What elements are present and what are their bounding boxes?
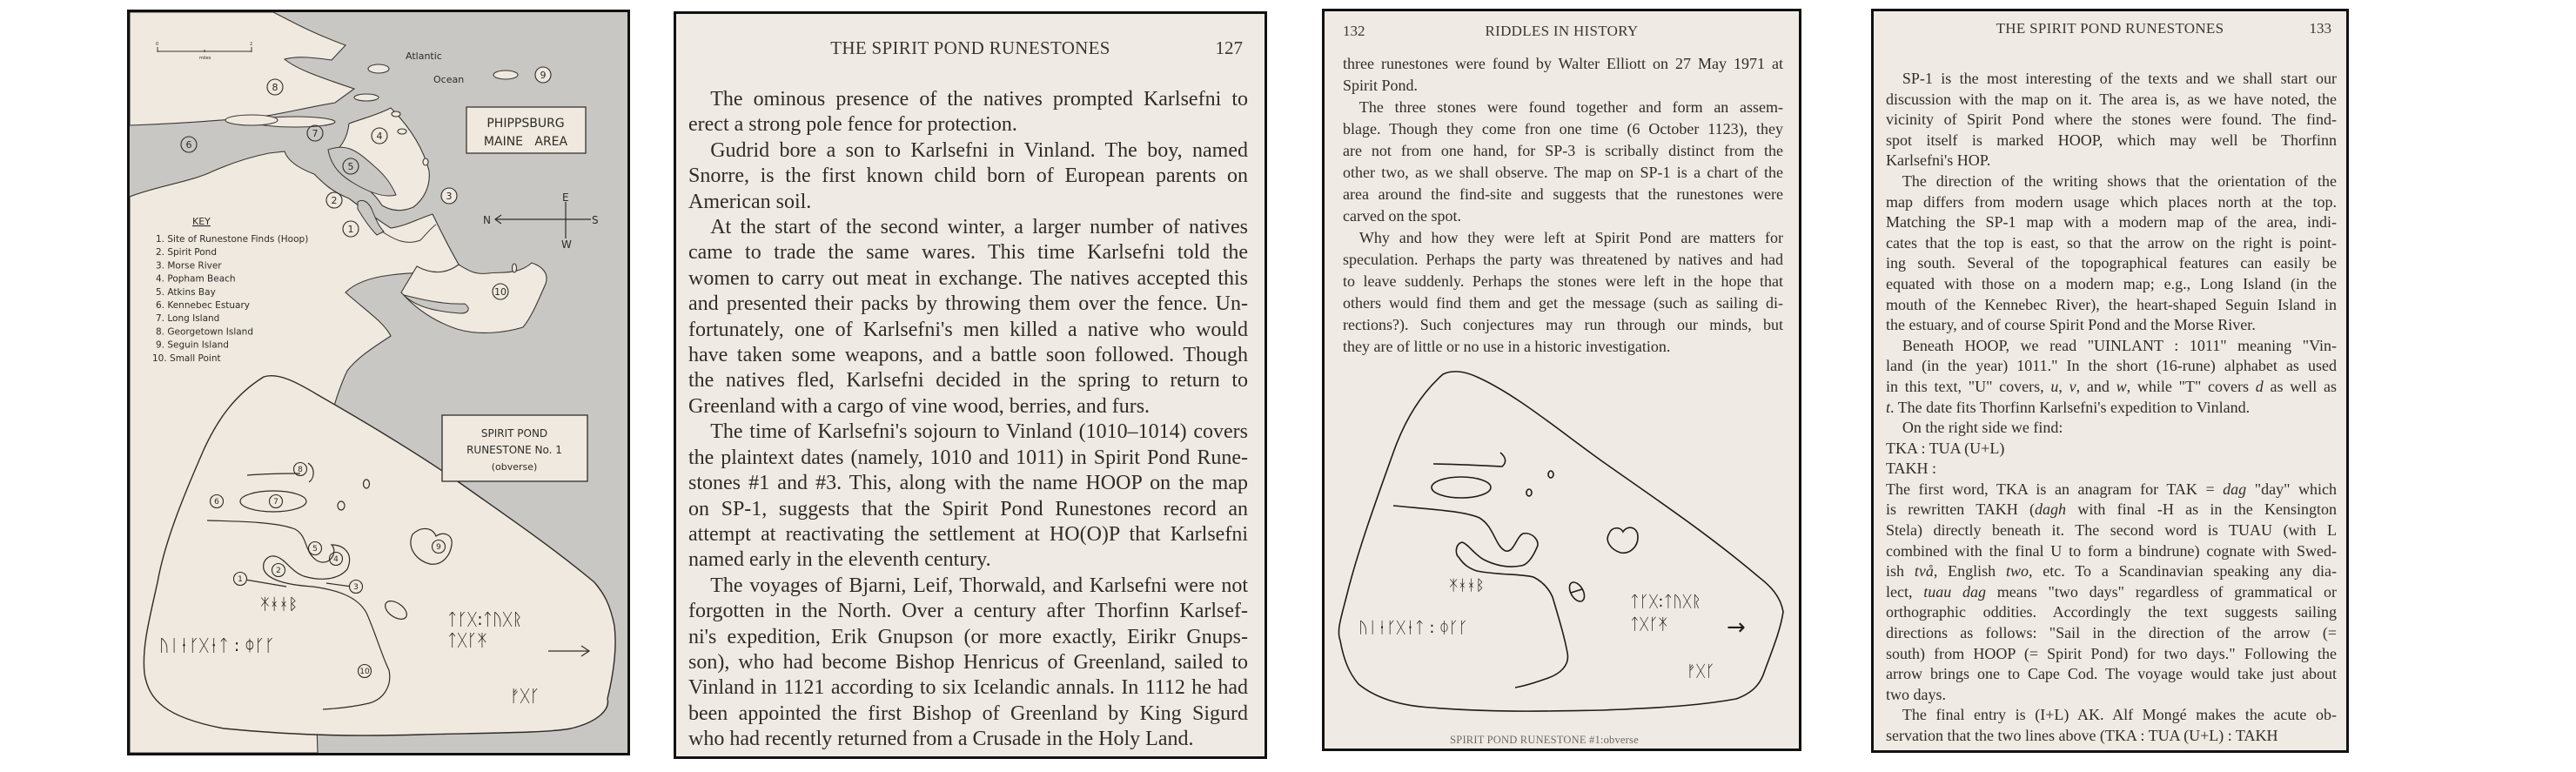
marker-number: 7 [273,498,278,507]
text-line: to leave suddenly. Perhaps the stones were left in the hope that [1343,272,1783,290]
italic-term: d [2255,377,2264,395]
rune-hoop: ᛡᚼᚼᛒ [1449,577,1485,594]
runestone-drawing [1325,11,1799,749]
map-figure-panel [127,10,630,755]
text-line: American soil. [688,190,812,213]
text-line: discussion with the map on it. The area is, as we have noted, the [1886,90,2337,108]
text-line: forgotten in the North. Over a century after Thorfinn Karlsef- [688,600,1248,623]
rune-arrow: → [1727,614,1746,641]
text-line: carved on the spot. [1343,207,1461,225]
text-line: At the start of the second winter, a larger number of natives [710,216,1248,239]
rune-right-line-2: ᛏᚷᚴᛡ [447,631,487,650]
italic-term: v [2069,377,2076,395]
scale-unit: miles [199,56,211,61]
italic-term: dagh [2035,500,2067,519]
text-line: in this text, "U" covers, u, v, and w, while "T" covers d as well as [1886,377,2337,395]
book-page-127 [674,11,1267,759]
text-line: map differs from modern usage which places north at the top. [1886,192,2337,211]
marker-number: 5 [312,545,318,554]
marker-number: 9 [540,69,547,81]
text-line: spot itself is marked HOOP, which may well be Thorfinn [1886,131,2337,149]
text-line: Gudrid bore a son to Karlsefni in Vinland. The boy, named [710,138,1248,162]
island [423,158,428,165]
text-line: rections?). Such conjectures may run through our minds, but [1343,316,1783,333]
page-number: 133 [2309,20,2331,37]
compass-north: N [483,214,491,226]
text-line: are not from one hand, for SP-3 is scribally distinct from the [1343,142,1783,159]
italic-term: w [2116,377,2127,395]
text-line: ni's expedition, Erik Gnupson (or more exactly, Eirikr Gnups- [688,625,1248,648]
rune-bottom: ᚠᚷᚴ [1687,662,1715,681]
area-title-line-2: MAINE AREA [483,135,568,149]
marker-number: 3 [446,190,453,202]
running-head: RIDDLES IN HISTORY [1485,23,1639,39]
scale-end: 2 [250,42,253,47]
book-page-133 [1871,9,2349,753]
italic-term: u [2050,377,2059,395]
stone-outline [1338,372,1783,711]
text-line: two days. [1886,685,1946,703]
seguin-island [493,70,518,79]
georgetown-island-land [130,12,354,125]
island [398,129,406,134]
page-body-text [1886,69,2337,747]
key-item: 9. Seguin Island [156,339,229,351]
marker-number: 2 [276,567,281,576]
marker-number: 10 [359,668,370,677]
text-line: they are of little or no use in a historic investigation. [1343,338,1671,355]
key-item: 2. Spirit Pond [156,247,217,258]
text-line: Snorre, is the first known child born of European parents on [688,164,1248,188]
phippsburg-map [130,12,627,753]
marker-number: 5 [347,160,354,172]
text-line: Beneath HOOP, we read "UINLANT : 1011" meaning "Vin- [1902,336,2337,354]
text-line: combined with the final U to form a bindrune) cognate with Swed- [1886,541,2337,560]
key-title: KEY [192,216,211,227]
text-line: The time of Karlsefni's sojourn to Vinland (1010–1014) covers [710,420,1248,444]
running-head: THE SPIRIT POND RUNESTONES [830,37,1110,58]
text-line: The ominous presence of the natives prompted Karlsefni to [710,88,1248,111]
book-page-132 [1322,9,1801,751]
marker-number: 4 [333,555,339,565]
text-line: who had recently returned from a Crusade in the Holy Land. [688,728,1194,751]
key-item: 10. Small Point [152,352,221,364]
marker-number: 1 [347,223,354,235]
text-line: others would find them and get the message (such as sailing di- [1343,294,1783,312]
compass-south: S [592,214,599,226]
text-line: on SP-1, suggests that the Spirit Pond Runestones record an [688,497,1248,520]
italic-term: två [1914,562,1934,581]
text-line: is rewritten TAKH (dagh with final -H as in the Kensington [1886,500,2337,519]
key-item: 8. Georgetown Island [156,326,253,338]
running-head: THE SPIRIT POND RUNESTONES [1996,20,2224,37]
marker-number: 7 [312,127,319,139]
island [513,264,517,272]
marker-number: 2 [331,194,338,206]
text-line: servation that the two lines above (TKA : TUA (U+L) : TAKH [1886,727,2278,744]
text-line: The voyages of Bjarni, Leif, Thorwald, and Karlsefni were not [710,574,1248,597]
rune-hoop: ᛡᚼᚼᛒ [260,595,299,614]
rune-right-line-2: ᛏᚷᚴᛡ [1630,615,1668,634]
text-line: south) from HOOP (= Spirit Pond) for two days." Following the [1886,644,2337,662]
page-number: 132 [1343,23,1365,39]
text-line: area around the find-site and suggests that the runestones were [1343,185,1783,203]
island [225,115,278,125]
text-line: blage. Though they come fron one time (6 October 1123), they [1343,120,1783,138]
text-line: been appointed the first Bishop of Greenland by King Sigurd [688,702,1248,725]
text-line: t. The date fits Thorfinn Karlsefni's expedition to Vinland. [1886,398,2251,416]
marker-number: 3 [353,583,359,593]
key-item: 1. Site of Runestone Finds (Hoop) [156,234,309,245]
rune-vinland-date: ᚢᛁᚽᚴᚷᚽᛏ : ᛰᚴᚴ [1358,619,1468,637]
text-line: lect, tuau dag means "two days" regardless of grammatical or [1886,582,2337,601]
text-line: The three stones were found together and form an assem- [1358,98,1783,116]
rune-right-line-1: ᛏᚴᚷ:ᛏᚢᚷᚱ [1630,593,1701,611]
marker-number: 8 [298,466,303,475]
rune-right-line-1: ᛏᚴᚷ:ᛏᚢᚷᚱ [447,610,523,629]
text-line: came to trade the same wares. This time Karlsefni told the [688,241,1248,265]
island [354,94,379,101]
text-line: speculation. Perhaps the party was threatened by natives and had [1343,251,1783,268]
text-line: ing south. Several of the topographical features can easily be [1886,254,2337,272]
text-line: ish två, English two, etc. To a Scandinavian speaking any dia- [1886,562,2337,581]
text-line: erect a strong pole fence for protection. [688,113,1017,137]
text-line: stones #1 and #3. This, along with the name HOOP on the map [688,472,1248,495]
text-line: arrow brings one to Cape Cod. The voyage would take just about [1886,665,2337,683]
text-line: Greenland with a cargo of vine wood, berries, and furs. [688,394,1150,418]
stone-title-line-1: SPIRIT POND [480,427,548,440]
small-point-peninsula [401,263,547,332]
text-line: cates that the top is east, so that the arrow on the right is point- [1886,233,2337,252]
text-line: equated with those on a modern map; e.g., Long Island (in the [1886,274,2337,292]
text-line: and presented their packs by throwing them over the fence. Un- [688,292,1248,316]
key-item: 7. Long Island [156,313,220,325]
text-line: Matching the SP-1 map with a modern map of the area, indi- [1886,213,2337,232]
text-line: fortunately, one of Karlsefni's men killed a native who would [688,318,1248,341]
text-line: the natives fled, Karlsefni decided in the spring to return to [688,369,1248,393]
stone-title-line-2: RUNESTONE No. 1 [466,444,562,456]
text-line: directions as follows: "Sail in the direction of the arrow (= [1886,624,2337,642]
text-line: have taken some weapons, and a battle soon followed. Though [688,344,1248,367]
text-line: women to carry out meat in exchange. The natives accepted this [688,266,1248,290]
ocean-label-2: Ocean [433,74,465,85]
key-item: 3. Morse River [156,260,222,272]
page-body-text [688,87,1248,753]
text-line: attempt at reactivating the settlement at HO(O)P that Karlsefni [688,522,1248,546]
ocean-label-1: Atlantic [406,50,442,62]
text-line: vicinity of Spirit Pond where the stones were found. The find- [1886,111,2337,129]
text-line: On the right side we find: [1902,419,2063,437]
marker-number: 9 [436,543,441,553]
text-line: other two, as we shall observe. The map on SP-1 is a chart of the [1343,164,1783,181]
rune-bottom: ᚠᚷᚴ [510,687,540,706]
text-line: son), who had become Bishop Henricus of Greenland, sailed to [688,650,1248,674]
text-line: The final entry is (I+L) AK. Alf Mongé makes the acute ob- [1902,706,2337,724]
marker-number: 8 [272,81,278,93]
marker-number: 6 [214,498,219,507]
compass-west: W [561,238,572,251]
marker-number: 6 [185,138,192,151]
key-item: 5. Atkins Bay [156,286,216,298]
scale-start: 0 [156,42,159,47]
text-line: the estuary, and of course Spirit Pond and the Morse River. [1886,316,2256,334]
island [368,64,389,73]
compass-east: E [562,191,569,204]
text-line: SP-1 is the most interesting of the texts and we shall start our [1902,70,2337,87]
text-line: named early in the eleventh century. [688,548,991,572]
text-line: Karlsefni's HOP. [1886,151,1991,170]
text-line: Stela) directly beneath it. The second word is TUAU (with L [1886,521,2337,540]
italic-term: two [2005,562,2029,581]
figure-caption: SPIRIT POND RUNESTONE #1:obverse [1450,734,1639,746]
text-line: the plaintext dates (namely, 1010 and 1011) in Spirit Pond Rune- [688,446,1248,469]
marker-number: 4 [376,130,383,142]
key-item: 4. Popham Beach [156,273,236,285]
text-line: TKA : TUA (U+L) [1886,439,2005,457]
key-item: 6. Kennebec Estuary [156,300,251,311]
text-line: Spirit Pond. [1343,77,1419,94]
text-line: land (in the year) 1011." In the short (16-rune) alphabet as used [1886,357,2337,375]
italic-term: tuau dag [1923,582,1987,601]
text-line: three runestones were found by Walter Elliott on 27 May 1971 at [1343,55,1783,72]
stone-title-line-3: (obverse) [491,461,538,473]
area-title-line-1: PHIPPSBURG [486,117,565,131]
marker-number: 1 [238,575,243,585]
page-number: 127 [1215,37,1243,58]
island [392,111,400,117]
text-line: Vinland in 1121 according to six Icelandic annals. In 1112 he had [688,676,1248,700]
compass-rose [495,202,591,238]
marker-number: 10 [494,285,506,298]
text-line: The first word, TKA is an anagram for TAK = dag "day" which [1886,480,2337,498]
rune-vinland-date: ᚢᛁᚽᚴᚷᚽᛏ : ᛰᚴᚴ [159,636,275,655]
italic-term: t [1886,398,1891,416]
text-line: TAKH : [1886,460,1937,478]
text-line: The direction of the writing shows that the orientation of the [1902,171,2337,190]
text-line: Why and how they were left at Spirit Pond are matters for [1358,229,1783,246]
text-line: orthographic oddities. Accordingly the text suggests sailing [1886,603,2337,621]
italic-term: dag [2223,480,2247,498]
text-line: mouth of the Kennebec River), the heart-shaped Seguin Island in [1886,295,2337,313]
